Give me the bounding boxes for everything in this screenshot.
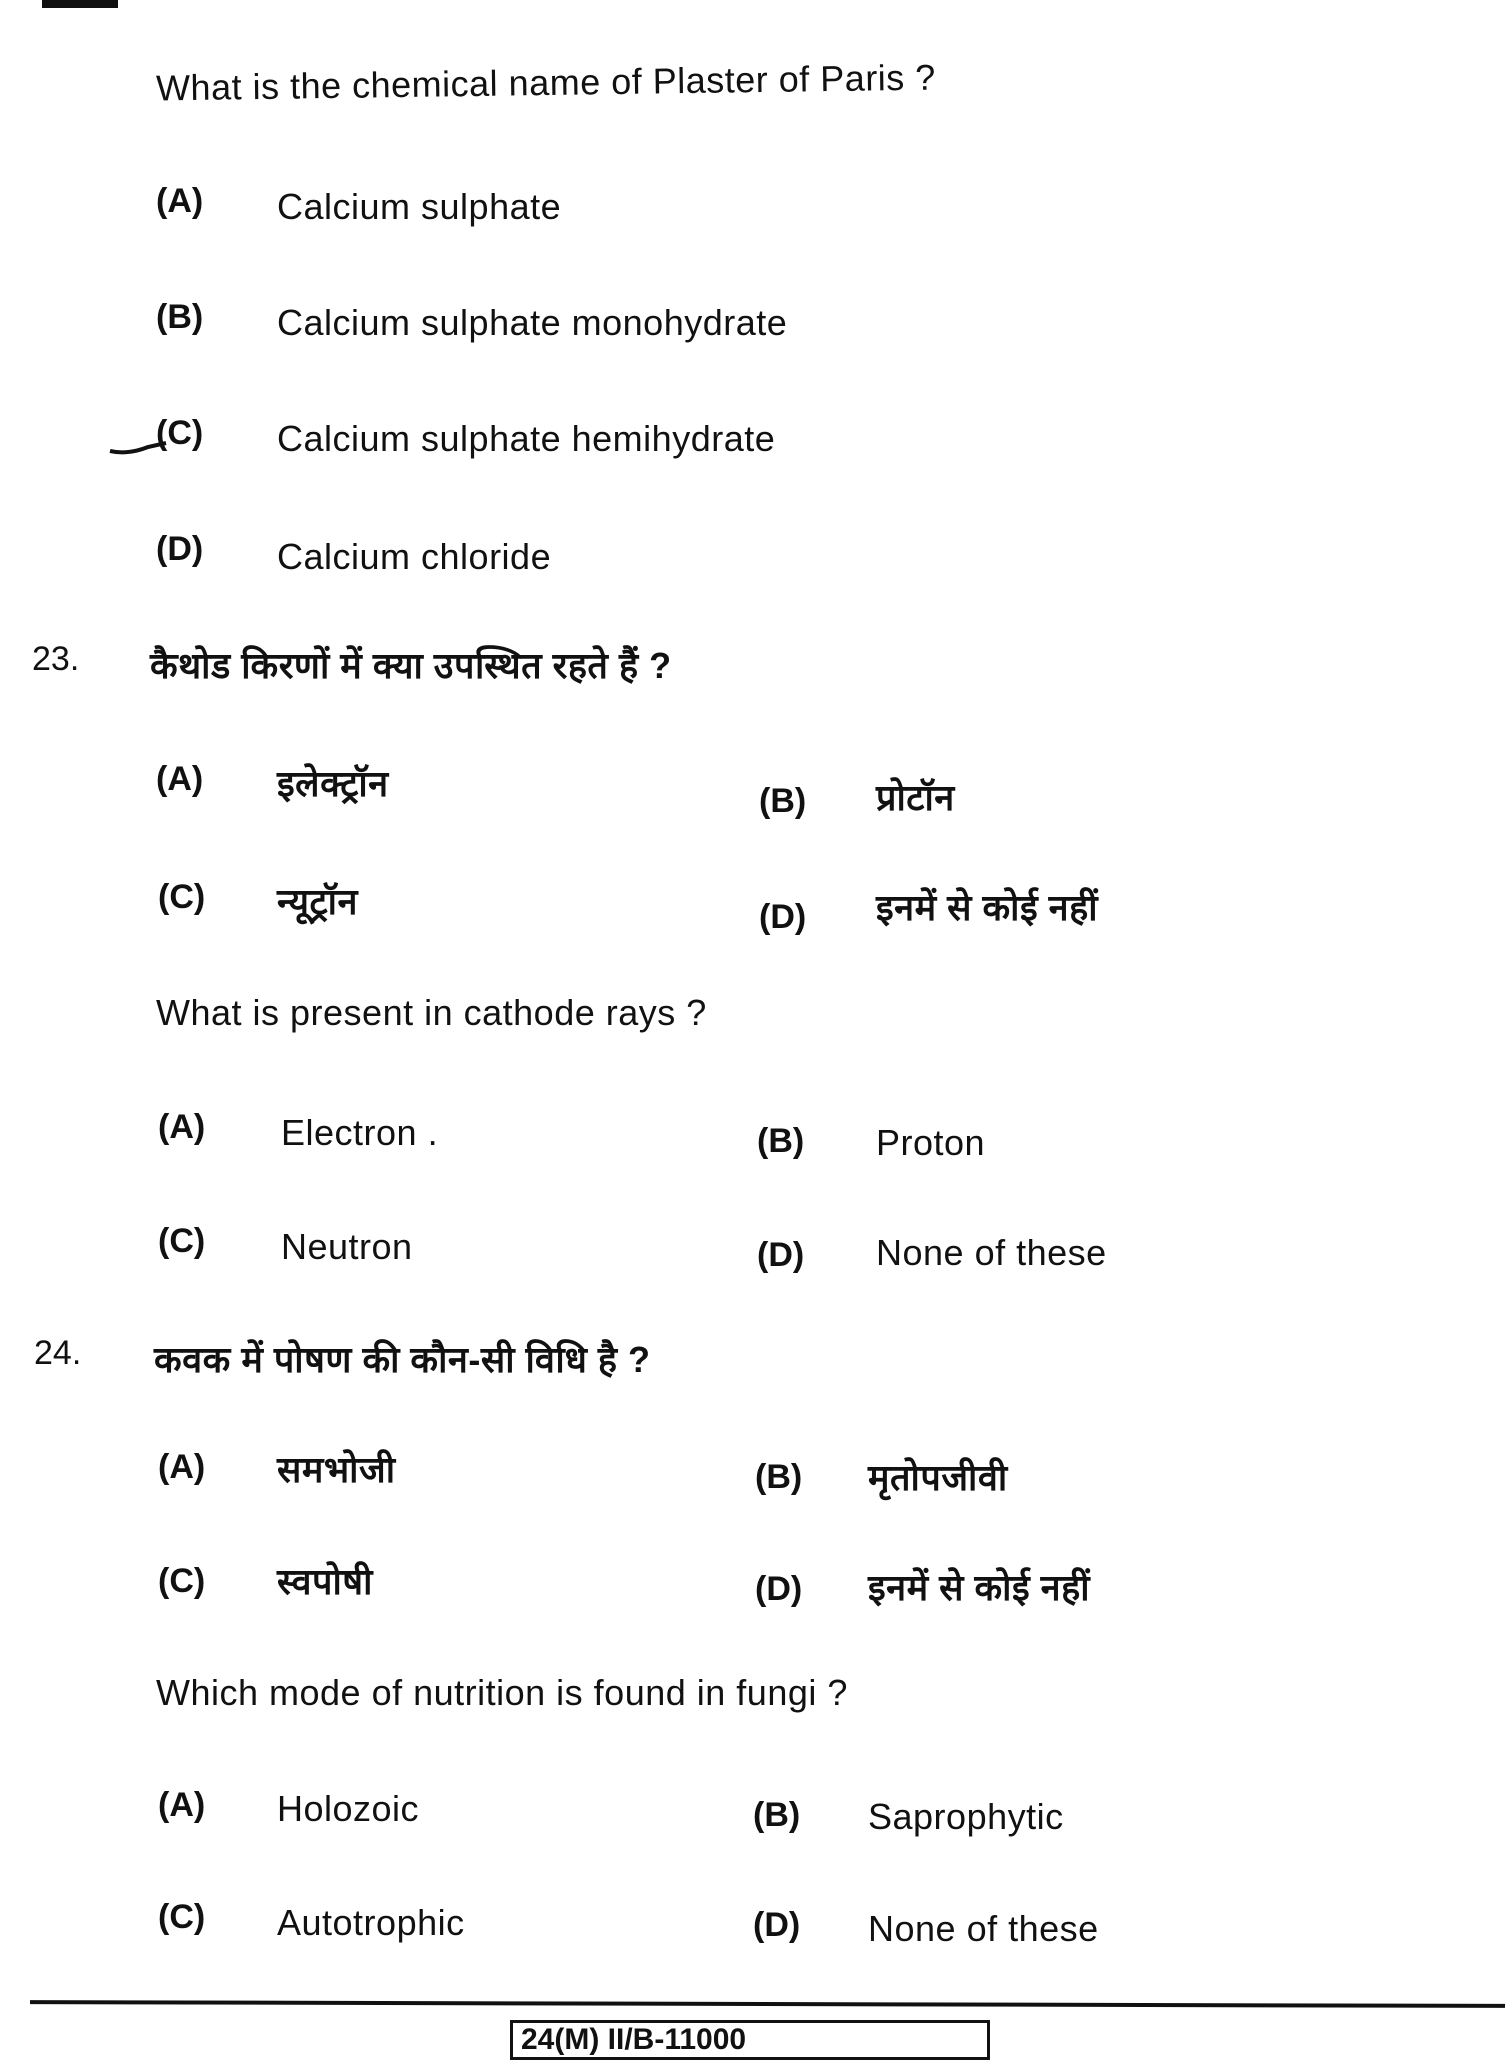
q23-en-option-d-text: None of these — [876, 1232, 1107, 1273]
q24-question-english: Which mode of nutrition is found in fungi ? — [156, 1672, 848, 1713]
q23-hi-option-a-text: इलेक्ट्रॉन — [277, 763, 389, 804]
q22-option-c-text: Calcium sulphate hemihydrate — [277, 418, 776, 459]
q24-en-option-b-text: Saprophytic — [868, 1796, 1064, 1837]
q23-number: 23. — [32, 640, 80, 678]
q24-number: 24. — [34, 1334, 82, 1372]
q24-en-option-d-text: None of these — [868, 1908, 1099, 1949]
q22-option-d-label: (D) — [156, 530, 204, 568]
page-corner-mark — [42, 0, 118, 8]
q24-hi-option-d-label: (D) — [755, 1570, 803, 1608]
q24-hi-option-b-text: मृतोपजीवी — [868, 1457, 1008, 1498]
q24-en-option-b-label: (B) — [753, 1796, 801, 1834]
q23-hi-option-a-label: (A) — [156, 760, 204, 798]
q24-en-option-a-label: (A) — [158, 1786, 206, 1824]
footer-divider — [30, 2000, 1505, 2008]
q23-en-option-b-text: Proton — [876, 1122, 986, 1163]
q22-option-a-label: (A) — [156, 182, 204, 220]
q24-hi-option-c-label: (C) — [158, 1562, 206, 1600]
q22-option-a-text: Calcium sulphate — [277, 186, 562, 227]
q24-en-option-d-label: (D) — [753, 1906, 801, 1944]
q23-question-english: What is present in cathode rays ? — [156, 992, 707, 1033]
q24-hi-option-b-label: (B) — [755, 1458, 803, 1496]
q23-en-option-a-label: (A) — [158, 1108, 206, 1146]
q24-hi-option-d-text: इनमें से कोई नहीं — [868, 1567, 1091, 1608]
q23-hi-option-c-text: न्यूट्रॉन — [277, 881, 358, 922]
q23-hi-option-c-label: (C) — [158, 878, 206, 916]
q23-question-hindi: कैथोड किरणों में क्या उपस्थित रहते हैं ? — [150, 645, 672, 686]
q24-en-option-c-label: (C) — [158, 1898, 206, 1936]
q24-hi-option-a-text: समभोजी — [277, 1449, 396, 1490]
q23-en-option-b-label: (B) — [757, 1122, 805, 1160]
q22-question: What is the chemical name of Plaster of Paris ? — [155, 56, 937, 109]
q23-en-option-a-text: Electron . — [281, 1112, 439, 1153]
q24-hi-option-c-text: स्वपोषी — [277, 1561, 373, 1602]
q22-option-d-text: Calcium chloride — [277, 536, 552, 577]
q23-en-option-c-label: (C) — [158, 1222, 206, 1260]
q22-option-b-text: Calcium sulphate monohydrate — [277, 302, 788, 343]
q24-hi-option-a-label: (A) — [158, 1448, 206, 1486]
paper-code-box: 24(M) II/B-11000 — [510, 2020, 990, 2060]
q24-en-option-c-text: Autotrophic — [277, 1902, 465, 1943]
q23-hi-option-b-text: प्रोटॉन — [876, 777, 955, 818]
q23-en-option-d-label: (D) — [757, 1236, 805, 1274]
q23-hi-option-d-label: (D) — [759, 898, 807, 936]
q23-hi-option-b-label: (B) — [759, 782, 807, 820]
q22-option-c-label: (C) — [156, 414, 204, 452]
q23-en-option-c-text: Neutron — [281, 1226, 413, 1267]
q24-question-hindi: कवक में पोषण की कौन-सी विधि है ? — [154, 1339, 651, 1380]
q23-hi-option-d-text: इनमें से कोई नहीं — [876, 887, 1099, 928]
q24-en-option-a-text: Holozoic — [277, 1788, 420, 1829]
q22-option-b-label: (B) — [156, 298, 204, 336]
